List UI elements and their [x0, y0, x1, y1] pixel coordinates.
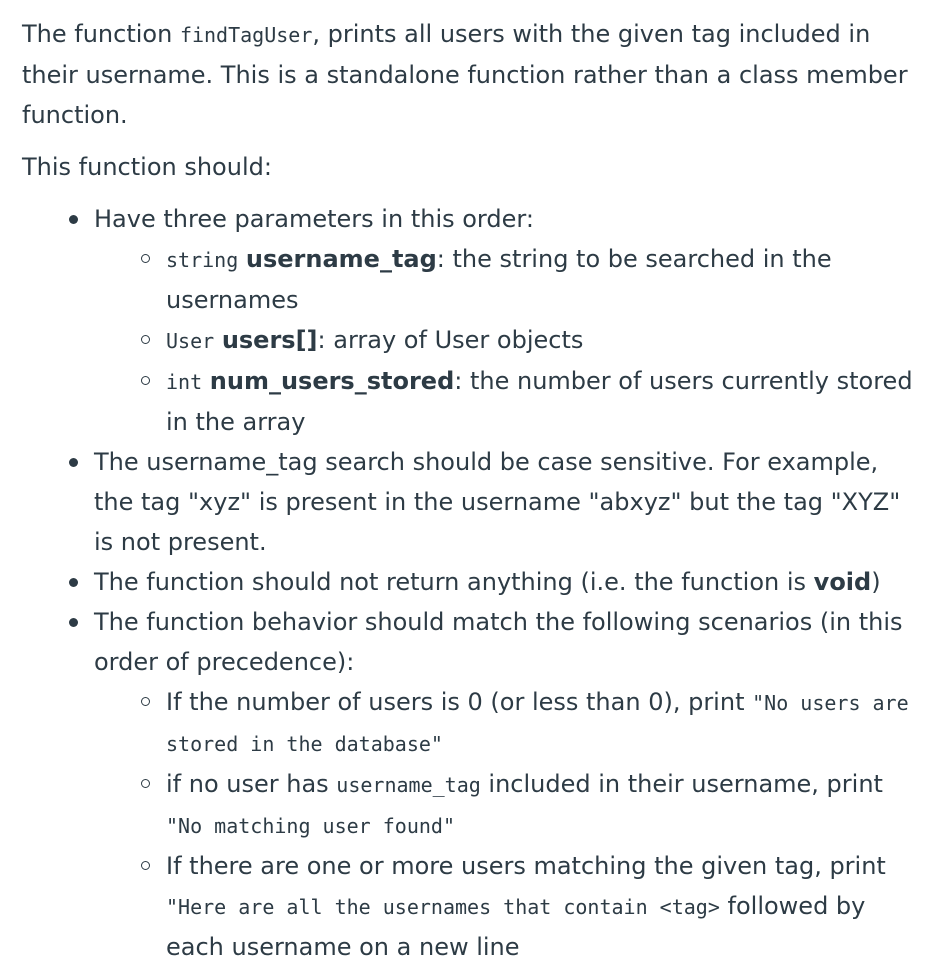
function-name-code: findTagUser [179, 23, 313, 47]
param-item [22, 361, 922, 442]
scenario-item [22, 764, 922, 846]
intro-paragraph [22, 14, 922, 135]
param-item [22, 320, 922, 361]
intro-text-1: The function [22, 20, 180, 48]
scenario-text: If there are one or more users matching the given tag, print [166, 852, 886, 880]
list-item-behavior [22, 602, 922, 967]
param-type: int [166, 370, 203, 394]
list-item-return [22, 562, 922, 602]
param-type: User [166, 329, 215, 353]
param-name: username_tag [245, 245, 437, 273]
list-item-parameters [22, 199, 922, 442]
param-name: num_users_stored [209, 367, 455, 395]
param-type: string [166, 248, 239, 272]
scenario-item [22, 846, 922, 967]
scenario-item [22, 682, 922, 764]
return-text-1: The function should not return anything (i.e. the function is [94, 568, 814, 596]
param-name: users[] [221, 326, 318, 354]
param-desc: : the number of users currently stored in the array [166, 367, 913, 436]
should-paragraph: This function should: [22, 153, 272, 181]
scenarios-list [94, 682, 922, 967]
scenario-text: If the number of users is 0 (or less than 0), print [166, 688, 753, 716]
scenario-code: username_tag [336, 773, 481, 797]
requirements-list [22, 199, 922, 967]
return-text-2: ) [871, 568, 881, 596]
scenario-code: "No matching user found" [166, 814, 455, 838]
parameters-list [94, 239, 922, 442]
scenario-text: followed by each username on a new line [166, 892, 866, 961]
scenario-code: "Here are all the usernames that contain <tag> [166, 895, 720, 919]
scenario-code: "No users are stored in the database" [166, 691, 909, 756]
param-desc: : the string to be searched in the usernames [166, 245, 832, 314]
intro-text-2: , prints all users with the given tag included in their username. This is a standalone function rather than a class member function. [22, 20, 908, 129]
scenario-text: if no user has [166, 770, 337, 798]
parameters-header: Have three parameters in this order: [94, 205, 534, 233]
scenario-text: included in their username, print [480, 770, 883, 798]
param-desc: : array of User objects [317, 326, 584, 354]
void-keyword: void [813, 568, 872, 596]
param-item [22, 239, 922, 320]
behavior-header: The function behavior should match the following scenarios (in this order of precedence): [94, 608, 903, 676]
list-item-case-sensitive: The username_tag search should be case sensitive. For example, the tag "xyz" is present in the username "abxyz" but the tag "XYZ" is not present. [22, 442, 922, 562]
